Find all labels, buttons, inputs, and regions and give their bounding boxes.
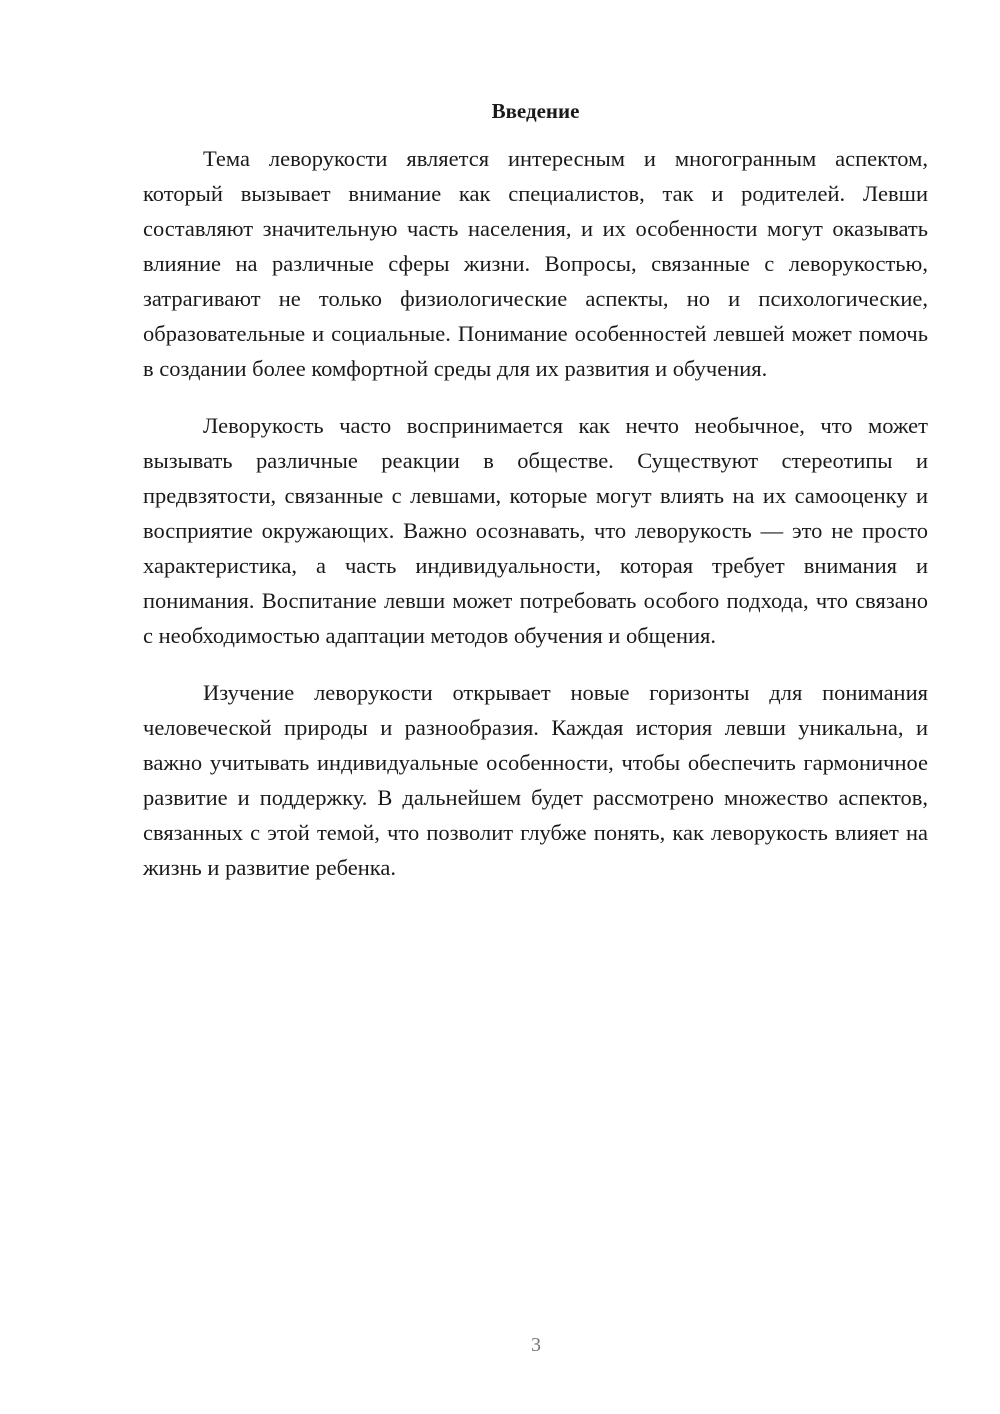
page-body <box>143 96 928 885</box>
paragraph-1: Тема леворукости является интересным и многогранным аспектом, который вызывает внимание как специалистов, так и родителей. Левши составляют значительную часть населения, и их особенности могут оказывать влияние на различные сферы жизни. Вопросы, связанные с леворукостью, затрагивают не только физиологические аспекты, но и психологические, образовательные и социальные. Понимание особенностей левшей может помочь в создании более комфортной среды для их развития и обучения. <box>143 146 928 381</box>
page-number: 3 <box>531 1334 541 1356</box>
paragraph-3: Изучение леворукости открывает новые горизонты для понимания человеческой природы и разнообразия. Каждая история левши уникальна, и важно учитывать индивидуальные особенности, чтобы обеспечить гармоничное развитие и поддержку. В дальнейшем будет рассмотрено множество аспектов, связанных с этой темой, что позволит глубже понять, как леворукость влияет на жизнь и развитие ребенка. <box>143 680 928 880</box>
paragraph-2: Леворукость часто воспринимается как нечто необычное, что может вызывать различные реакции в обществе. Существуют стереотипы и предвзятости, связанные с левшами, которые могут влиять на их самооценку и восприятие окружающих. Важно осознавать, что леворукость — это не просто характеристика, а часть индивидуальности, которая требует внимания и понимания. Воспитание левши может потребовать особого подхода, что связано с необходимостью адаптации методов обучения и общения. <box>143 413 928 648</box>
section-title: Введение <box>491 99 580 123</box>
